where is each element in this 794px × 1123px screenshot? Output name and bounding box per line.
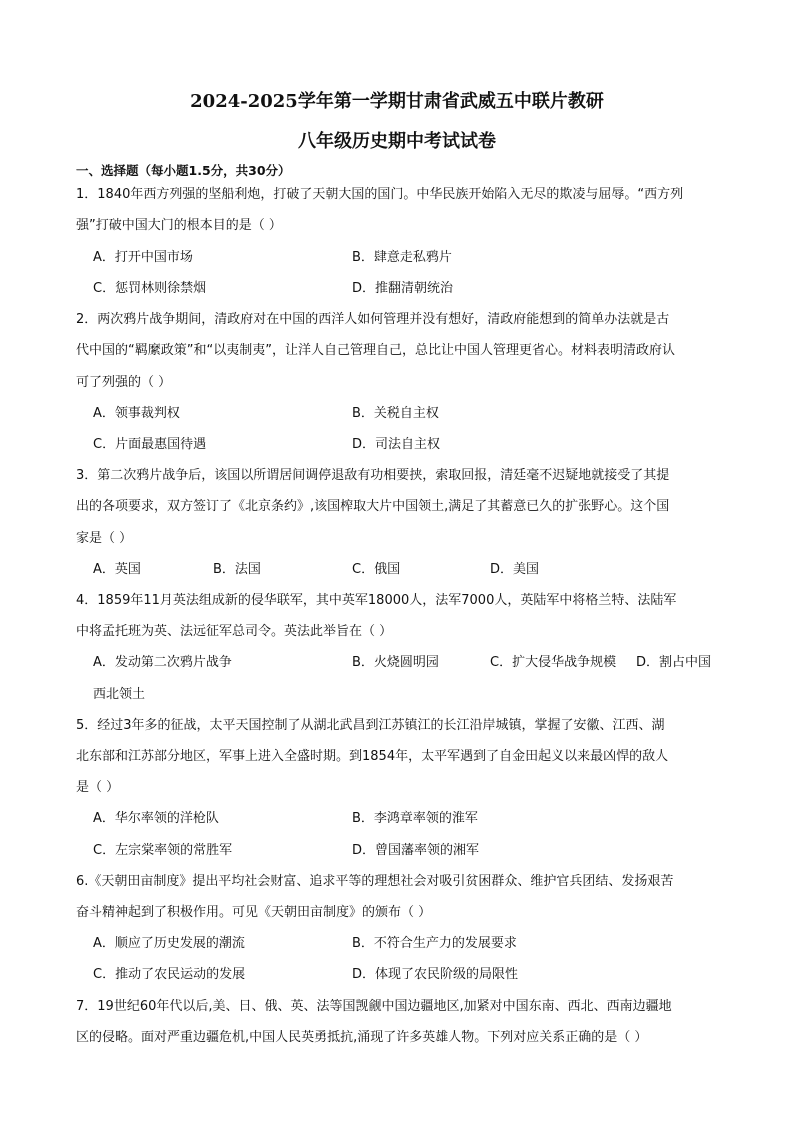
- question-5-option-a: A．华尔率领的洋枪队: [93, 811, 219, 826]
- question-1-option-b: B．肆意走私鸦片: [352, 250, 452, 265]
- question-7-line-2: 区的侵略。面对严重边疆危机,中国人民英勇抵抗,涌现了许多英雄人物。下列对应关系正确的是（ ）: [76, 1030, 648, 1045]
- question-4-option-b: B．火烧圆明园: [352, 655, 439, 670]
- question-6-line-2: 奋斗精神起到了积极作用。可见《天朝田亩制度》的颁布（ ）: [76, 905, 432, 920]
- question-4-option-d-continuation: 西北领土: [93, 687, 146, 702]
- question-5-option-c: C．左宗棠率领的常胜军: [93, 843, 233, 858]
- question-4-option-d: D．割占中国: [636, 655, 712, 670]
- question-2-line-1: 2．两次鸦片战争期间，清政府对在中国的西洋人如何管理并没有想好，清政府能想到的简单办法就是古: [76, 312, 670, 327]
- question-3-option-b: B．法国: [213, 562, 261, 577]
- question-1-option-d: D．推翻清朝统治: [352, 281, 454, 296]
- question-4-line-2: 中将孟托班为英、法远征军总司令。英法此举旨在（ ）: [76, 624, 393, 639]
- question-5-option-b: B．李鸿章率领的淮军: [352, 811, 478, 826]
- exam-title-line-1: 2024-2025学年第一学期甘肃省武威五中联片教研: [190, 91, 604, 112]
- question-2-option-d: D．司法自主权: [352, 437, 441, 452]
- question-2-line-2: 代中国的“羁縻政策”和“以夷制夷”，让洋人自己管理自己，总比让中国人管理更省心。材料表明清政府认: [76, 343, 675, 358]
- question-2-option-a: A．领事裁判权: [93, 406, 180, 421]
- question-3-option-c: C．俄国: [352, 562, 401, 577]
- question-6-option-d: D．体现了农民阶级的局限性: [352, 967, 519, 982]
- question-6-option-a: A．顺应了历史发展的潮流: [93, 936, 245, 951]
- question-6-line-1: 6.《天朝田亩制度》提出平均社会财富、追求平等的理想社会对吸引贫困群众、维护官兵团结、发扬艰苦: [76, 874, 674, 889]
- question-2-line-3: 可了列强的（ ）: [76, 375, 172, 390]
- question-3-line-2: 出的各项要求，双方签订了《北京条约》,该国榨取大片中国领土,满足了其蓄意已久的扩张野心。这个国: [76, 499, 670, 514]
- question-1-option-a: A．打开中国市场: [93, 250, 193, 265]
- question-3-line-3: 家是（ ）: [76, 531, 133, 546]
- question-4-option-a: A．发动第二次鸦片战争: [93, 655, 232, 670]
- question-4-line-1: 4．1859年11月英法组成新的侵华联军，其中英军18000人，法军7000人，英陆军中将格兰特、法陆军: [76, 593, 677, 608]
- question-3-option-a: A．英国: [93, 562, 141, 577]
- question-5-line-2: 北东部和江苏部分地区，军事上进入全盛时期。到1854年，太平军遇到了自金田起义以来最凶悍的敌人: [76, 749, 669, 764]
- question-2-option-b: B．关税自主权: [352, 406, 439, 421]
- question-5-line-1: 5．经过3年多的征战，太平天国控制了从湖北武昌到江苏镇江的长江沿岸城镇，掌握了安徽、江西、湖: [76, 718, 665, 733]
- question-5-option-d: D．曾国藩率领的湘军: [352, 843, 480, 858]
- question-4-option-c: C．扩大侵华战争规模: [490, 655, 617, 670]
- question-2-option-c: C．片面最惠国待遇: [93, 437, 207, 452]
- exam-title-line-2: 八年级历史期中考试试卷: [298, 131, 496, 152]
- question-3-line-1: 3．第二次鸦片战争后，该国以所谓居间调停退敌有功相要挟，索取回报，清廷毫不迟疑地就接受了其提: [76, 468, 670, 483]
- question-1-option-c: C．惩罚林则徐禁烟: [93, 281, 207, 296]
- section-heading: 一、选择题（每小题1.5分，共30分）: [76, 163, 291, 178]
- question-6-option-c: C．推动了农民运动的发展: [93, 967, 246, 982]
- question-6-option-b: B．不符合生产力的发展要求: [352, 936, 517, 951]
- question-5-line-3: 是（ ）: [76, 780, 120, 795]
- question-3-option-d: D．美国: [490, 562, 540, 577]
- question-1-line-2: 强”打破中国大门的根本目的是（ ）: [76, 218, 282, 233]
- question-7-line-1: 7．19世纪60年代以后,美、日、俄、英、法等国觊觎中国边疆地区,加紧对中国东南、西北、西南边疆地: [76, 999, 672, 1014]
- question-1-line-1: 1．1840年西方列强的坚船利炮，打破了天朝大国的国门。中华民族开始陷入无尽的欺凌与屈辱。“西方列: [76, 187, 684, 202]
